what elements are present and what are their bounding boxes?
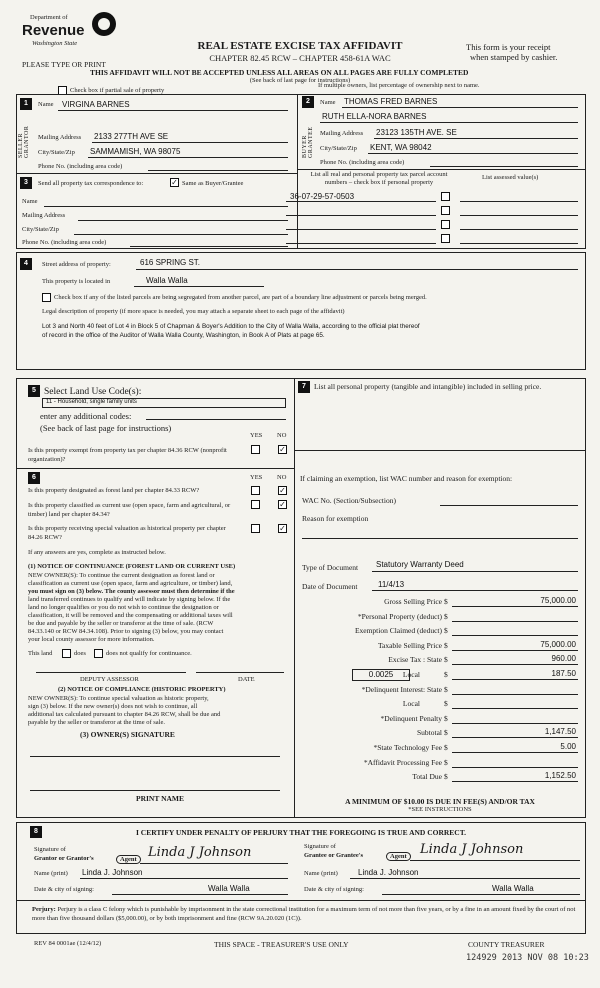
receipt-note-2: when stamped by cashier. [470,52,558,62]
s5-no-header: NO [277,432,287,439]
grantee-agent-label: Agent [386,852,411,861]
partial-sale-label: Check box if partial sale of property [70,87,165,94]
doc-date-label: Date of Document [302,582,358,591]
tax-row-label: Exemption Claimed (deduct) [354,626,442,636]
additional-codes-label: enter any additional codes: [40,411,132,421]
seller-mailing-value[interactable]: 2133 277TH AVE SE [94,132,169,141]
historic-question: Is this property receiving special valuation as historical property per chapter 84.26 RCW? [28,525,226,541]
tax-row-value[interactable]: 75,000.00 [540,596,576,605]
multiple-owners-note: If multiple owners, list percentage of ownership next to name. [318,82,480,89]
grantor-signature[interactable]: Linda J Johnson [148,845,252,860]
certify-statement: I CERTIFY UNDER PENALTY OF PERJURY THAT THE FOREGOING IS TRUE AND CORRECT. [136,828,467,837]
buyer-phone-label: Phone No. (including area code) [320,159,405,166]
seller-phone-label: Phone No. (including area code) [38,163,123,170]
parcel-3-personal-checkbox[interactable] [441,220,450,229]
dollar-sign: $ [444,772,448,782]
dollar-sign: $ [444,670,448,679]
current-use-question: Is this property classified as current use (open space, farm and agricultural, or timber) land per chapter 84.34? [28,502,231,518]
notice1-line2: classification as current use (open space, farm and agriculture, or timber) land, [28,580,233,587]
county-treasurer-label: COUNTY TREASURER [468,940,545,949]
notice1-line9: your local county assessor for more information. [28,636,155,643]
perjury-text: Perjury is a class C felony which is punishable by imprisonment in the state correctional institution for a maximum term of not more than five years, or by a fine in an amount fixed by the court of not more than five thousand dollars ($5,000.00), or by both imprisonment and fine (RCW 9A.20.020 (1C)). [32,906,576,922]
see-back-5: (See back of last page for instructions) [40,423,172,433]
does-qualify-checkbox[interactable] [62,649,71,658]
forest-question: Is this property designated as forest land per chapter 84.33 RCW? [28,487,200,494]
grantee-name-print-label: Name (print) [304,870,338,877]
accept-warning: THIS AFFIDAVIT WILL NOT BE ACCEPTED UNLESS ALL AREAS ON ALL PAGES ARE FULLY COMPLETED [90,68,469,77]
section-4-badge: 4 [20,258,32,270]
current-use-yes-checkbox[interactable] [251,500,260,509]
tax-row-label: *Personal Property (deduct) [357,611,442,621]
exemption-label: If claiming an exemption, list WAC number and reason for exemption: [300,474,513,483]
tax-row-label: Local [402,699,420,709]
receipt-note-1: This form is your receipt [466,42,551,52]
grantor-date-city-label: Date & city of signing: [34,886,94,893]
correspondence-label: Send all property tax correspondence to: [38,180,144,187]
does-label: does [74,650,86,657]
dollar-sign: $ [444,757,448,767]
segregated-checkbox[interactable] [42,293,51,302]
grantor-name-print-label: Name (print) [34,870,68,877]
doc-type-label: Type of Document [302,563,359,572]
tax-row-value[interactable]: 5.00 [560,742,576,751]
form-chapter: CHAPTER 82.45 RCW – CHAPTER 458-61A WAC [209,53,391,63]
notice1-line1: NEW OWNER(S): To continue the current designation as forest land or [28,572,215,579]
forest-no-checkbox[interactable]: ✓ [279,486,286,495]
parcels-header: List all real and personal property tax parcel account numbers – check box if personal property [310,171,448,186]
grantee-sig-of: Signature of [304,843,336,850]
notice1-line7: be due and payable by the seller or transferor at the time of sale. (RCW [28,620,214,627]
dollar-sign: $ [444,684,448,694]
seller-city-value[interactable]: SAMMAMISH, WA 98075 [90,147,181,156]
this-land-label: This land [28,650,53,657]
dollar-sign: $ [444,743,448,752]
seller-city-label: City/State/Zip [38,149,75,156]
exempt-yes-checkbox[interactable] [251,445,260,454]
exempt-no-checkbox[interactable]: ✓ [279,445,286,454]
tax-row-value[interactable]: 1,152.50 [544,771,576,781]
dollar-sign: $ [444,611,448,621]
form-number: REV 84 0001ae (12/4/12) [34,940,102,947]
buyer-mailing-label: Mailing Address [320,130,364,137]
dollar-sign: $ [444,626,448,636]
cashier-stamp: 124929 2013 NOV 08 10:23 [466,953,589,963]
s6-no-header: NO [277,474,287,481]
legal-line-2[interactable]: of record in the office of the Auditor of Walla Walla County, Washington, in Book A of Plats at page 65. [42,332,325,339]
tax-row-value[interactable]: 75,000.00 [540,639,576,649]
segregated-label: Check box if any of the listed parcels are being segregated from another parcel, are part of a boundary line adjustment or parcels being merged. [54,294,427,301]
tax-row-label: Subtotal [416,728,442,738]
notice1-line5: land no longer qualifies or you do not wish to continue the designation or [28,604,219,611]
s5-yes-header: YES [250,432,263,439]
grantee-name-value[interactable]: Linda J. Johnson [358,868,419,877]
does-not-label: does not qualify for continuance. [106,650,192,657]
notice2-line3: additional tax calculated pursuant to chapter 84.26 RCW, shall be due and [28,711,221,718]
street-value[interactable]: 616 SPRING ST. [140,258,201,267]
notice-compliance-title: (2) NOTICE OF COMPLIANCE (HISTORIC PROPERTY) [58,686,226,693]
corr-mailing-label: Mailing Address [22,212,66,219]
tax-row-label: Excise Tax : State [388,655,442,665]
dollar-sign: $ [444,597,448,606]
wac-label: WAC No. (Section/Subsection) [302,496,396,505]
section-8-badge: 8 [30,826,42,838]
corr-phone-label: Phone No. (including area code) [22,239,107,246]
current-use-no-checkbox[interactable]: ✓ [279,500,286,509]
any-yes-note: If any answers are yes, complete as instructed below. [28,549,166,556]
grantor-sig-of: Signature of [34,846,66,853]
section-7-badge: 7 [298,381,310,393]
buyer-mailing-value[interactable]: 23123 135TH AVE. SE [376,128,457,137]
perjury-heading: Perjury: [32,906,56,913]
notice1-line8: 84.33.140 or RCW 84.34.108). Prior to signing (3) below, you may contact [28,628,224,635]
notice1-line3: you must sign on (3) below. The county assessor must then determine if the [28,588,235,595]
reason-label: Reason for exemption [302,514,369,523]
notice2-line4: payable by the seller or transferor at the time of sale. [28,719,165,726]
grantor-name-value[interactable]: Linda J. Johnson [82,868,143,877]
located-label: This property is located in [42,278,111,285]
tax-row-value[interactable]: 187.50 [551,669,576,678]
deputy-assessor-label: DEPUTY ASSESSOR [80,676,139,683]
tax-row-label: *Delinquent Penalty [380,713,442,723]
historic-no-checkbox[interactable]: ✓ [279,524,286,533]
legal-label: Legal description of property (if more space is needed, you may attach a separate sheet to each page of the affidavit) [42,308,345,315]
perjury-notice [32,905,582,923]
forest-yes-checkbox[interactable] [251,486,260,495]
parcel-2-personal-checkbox[interactable] [441,206,450,215]
owner-signature-label: (3) OWNER(S) SIGNATURE [80,730,175,739]
seller-name-label: Name [38,101,54,108]
seller-mailing-label: Mailing Address [38,134,82,141]
assessed-header: List assessed value(s) [482,174,539,181]
dept-line1: Department of [30,14,68,21]
tax-row-label: *Affidavit Processing Fee [363,757,442,767]
section-1-badge: 1 [20,98,32,110]
please-type: PLEASE TYPE OR PRINT [22,60,106,69]
doc-date-value[interactable]: 11/4/13 [378,580,405,589]
grantee-city-value[interactable]: Walla Walla [492,884,534,893]
dept-line2: Revenue [22,22,85,39]
grantor-agent-label: Agent [116,855,141,864]
dollar-sign: $ [444,699,448,709]
s6-yes-header: YES [250,474,263,481]
grantor-label: Grantor or Grantor's [34,855,94,862]
parcel-1-value[interactable]: 36-07-29-57-0503 [290,192,355,201]
seller-name-value[interactable]: VIRGINA BARNES [62,100,130,109]
notice-continuance-title: (1) NOTICE OF CONTINUANCE (FOREST LAND OR CURRENT USE) [28,563,236,570]
section-5-badge: 5 [28,385,40,397]
section-3-badge: 3 [20,177,32,189]
land-use-title: Select Land Use Code(s): [44,387,142,397]
parcel-1-personal-checkbox[interactable] [441,192,450,201]
dollar-sign: $ [444,640,448,650]
same-as-buyer-label: Same as Buyer/Grantee [182,180,244,187]
form-title: REAL ESTATE EXCISE TAX AFFIDAVIT [197,40,403,52]
buyer-city-value[interactable]: KENT, WA 98042 [370,143,432,152]
notice2-line2: sign (3) below. If the new owner(s) does not wish to continue, all [28,703,198,710]
grantor-city-value[interactable]: Walla Walla [208,884,250,893]
buyer-name-label: Name [320,99,336,106]
dept-line3: Washington State [32,40,78,47]
corr-name-label: Name [22,198,38,205]
date-label: DATE [238,676,255,683]
print-name-label: PRINT NAME [136,794,184,803]
buyer-city-label: City/State/Zip [320,145,357,152]
dollar-sign: $ [444,713,448,723]
tax-row-label: Taxable Selling Price [377,640,442,650]
notice1-line4: land transferred continues to qualify and will indicate by signing below. If the [28,596,231,603]
tax-row-value[interactable]: 960.00 [551,654,576,664]
notice1-line6: classification, it will be removed and the compensating or additional taxes will [28,612,233,619]
notice2-line1: NEW OWNER(S): To continue special valuation as historic property, [28,695,209,702]
see-back-note: (See back of last page for instructions) [249,77,351,84]
tax-row-label: Total Due [412,772,442,782]
doc-type-value[interactable]: Statutory Warranty Deed [376,560,464,569]
tax-row-value[interactable]: 1,147.50 [544,727,576,737]
buyer-name2-value[interactable]: RUTH ELLA-NORA BARNES [322,112,427,121]
tax-row-label: *State Technology Fee [373,743,442,752]
corr-city-label: City/State/Zip [22,226,59,233]
parcel-4-personal-checkbox[interactable] [441,234,450,243]
does-not-qualify-checkbox[interactable] [94,649,103,658]
seller-side-label: SELLER GRANTOR [18,125,30,158]
legal-line-1[interactable]: Lot 3 and North 40 feet of Lot 4 in Block 5 of Chapman & Boyer's Addition to the City of Walla Walla, according to the official plat thereof [42,323,420,330]
exempt-question: Is this property exempt from property tax per chapter 84.36 RCW (nonprofit organization)? [28,447,227,463]
local-rate-value: 0.0025 [368,670,394,679]
street-label: Street address of property: [42,261,111,268]
see-instructions: *SEE INSTRUCTIONS [408,806,472,813]
located-value[interactable]: Walla Walla [146,276,188,285]
grantee-label: Grantee or Grantee's [304,852,364,859]
tax-row-label: Local [402,670,420,679]
dor-logo [22,10,117,52]
section-6-badge: 6 [28,472,40,484]
dollar-sign: $ [444,655,448,665]
treasurer-space-label: THIS SPACE - TREASURER'S USE ONLY [214,940,349,949]
buyer-name1-value[interactable]: THOMAS FRED BARNES [344,97,438,106]
dollar-sign: $ [444,728,448,738]
land-use-code-value: 11 - Household, single family units [46,399,137,405]
grantee-date-city-label: Date & city of signing: [304,886,364,893]
tax-row-label: *Delinquent Interest: State [361,684,442,694]
tax-row-label: Gross Selling Price [384,597,442,606]
historic-yes-checkbox[interactable] [251,524,260,533]
same-as-buyer-checkbox[interactable]: ✓ [171,178,178,187]
grantee-signature[interactable]: Linda J Johnson [420,842,524,857]
buyer-side-label: BUYER GRANTEE [302,126,314,158]
section-2-badge: 2 [302,96,314,108]
personal-prop-label: List all personal property (tangible and intangible) included in selling price. [314,382,542,391]
minimum-fee-note: A MINIMUM OF $10.00 IS DUE IN FEE(S) AND/OR TAX [345,797,535,806]
